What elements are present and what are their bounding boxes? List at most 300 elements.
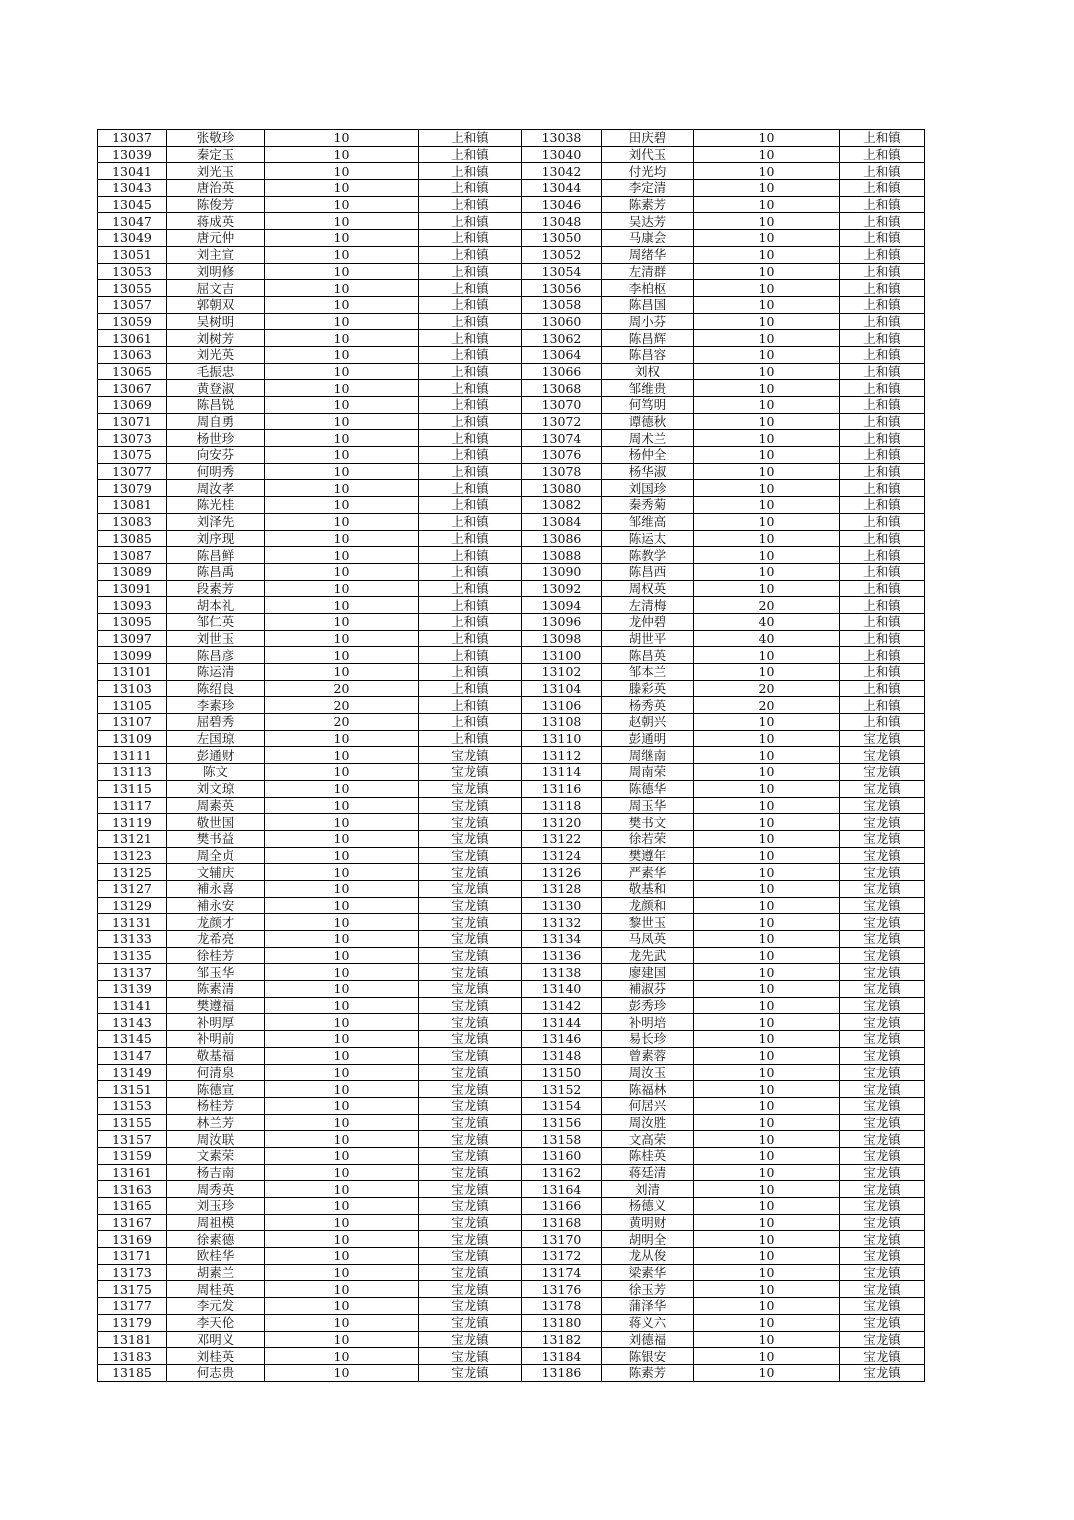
town-cell: 宝龙镇 [419, 914, 522, 931]
amount-cell: 10 [694, 780, 840, 797]
name-cell: 刘序现 [167, 530, 265, 547]
amount-cell: 10 [694, 1014, 840, 1031]
table-row [98, 413, 925, 430]
town-cell: 上和镇 [419, 213, 522, 230]
name-cell: 何明秀 [167, 463, 265, 480]
name-cell: 龙从俊 [602, 1248, 694, 1265]
name-cell: 陈昌禹 [167, 563, 265, 580]
town-cell: 宝龙镇 [840, 1114, 925, 1131]
town-cell: 上和镇 [840, 363, 925, 380]
town-cell: 宝龙镇 [419, 981, 522, 998]
amount-cell: 10 [694, 180, 840, 197]
amount-cell: 10 [694, 1064, 840, 1081]
name-cell: 杨秀英 [602, 697, 694, 714]
table-row [98, 246, 925, 263]
amount-cell: 10 [694, 313, 840, 330]
name-cell: 周秀英 [167, 1181, 265, 1198]
town-cell: 上和镇 [419, 280, 522, 297]
name-cell: 周自勇 [167, 413, 265, 430]
amount-cell: 10 [694, 547, 840, 564]
id-cell: 13105 [98, 697, 167, 714]
town-cell: 宝龙镇 [419, 814, 522, 831]
name-cell: 陈福林 [602, 1081, 694, 1098]
id-cell: 13093 [98, 597, 167, 614]
id-cell: 13121 [98, 830, 167, 847]
town-cell: 上和镇 [419, 413, 522, 430]
id-cell: 13135 [98, 947, 167, 964]
amount-cell: 10 [265, 830, 419, 847]
amount-cell: 10 [694, 814, 840, 831]
name-cell: 文素荣 [167, 1147, 265, 1164]
amount-cell: 10 [694, 513, 840, 530]
id-cell: 13169 [98, 1231, 167, 1248]
name-cell: 杨世珍 [167, 430, 265, 447]
data-table [97, 129, 925, 1382]
id-cell: 13048 [522, 213, 602, 230]
name-cell: 刘泽先 [167, 513, 265, 530]
amount-cell: 10 [265, 931, 419, 948]
name-cell: 陈昌辉 [602, 330, 694, 347]
name-cell: 黄明财 [602, 1214, 694, 1231]
table-row [98, 547, 925, 564]
amount-cell: 10 [694, 146, 840, 163]
id-cell: 13141 [98, 997, 167, 1014]
town-cell: 宝龙镇 [419, 864, 522, 881]
amount-cell: 20 [694, 597, 840, 614]
amount-cell: 10 [265, 1047, 419, 1064]
id-cell: 13099 [98, 647, 167, 664]
name-cell: 刘光英 [167, 346, 265, 363]
amount-cell: 10 [694, 830, 840, 847]
town-cell: 宝龙镇 [419, 1331, 522, 1348]
amount-cell: 10 [694, 1147, 840, 1164]
table-row [98, 664, 925, 681]
id-cell: 13171 [98, 1248, 167, 1265]
town-cell: 宝龙镇 [419, 1231, 522, 1248]
amount-cell: 10 [265, 864, 419, 881]
name-cell: 李天伦 [167, 1314, 265, 1331]
name-cell: 易长珍 [602, 1031, 694, 1048]
name-cell: 周继南 [602, 747, 694, 764]
town-cell: 上和镇 [419, 380, 522, 397]
amount-cell: 10 [694, 130, 840, 147]
town-cell: 上和镇 [840, 130, 925, 147]
id-cell: 13076 [522, 447, 602, 464]
name-cell: 林兰芳 [167, 1114, 265, 1131]
name-cell: 敬基和 [602, 880, 694, 897]
town-cell: 宝龙镇 [840, 1248, 925, 1265]
amount-cell: 10 [265, 780, 419, 797]
town-cell: 上和镇 [419, 313, 522, 330]
town-cell: 宝龙镇 [840, 1231, 925, 1248]
id-cell: 13070 [522, 397, 602, 414]
id-cell: 13062 [522, 330, 602, 347]
town-cell: 上和镇 [419, 180, 522, 197]
id-cell: 13119 [98, 814, 167, 831]
amount-cell: 10 [694, 897, 840, 914]
amount-cell: 10 [265, 480, 419, 497]
name-cell: 刘明修 [167, 263, 265, 280]
table-body [98, 130, 925, 1382]
amount-cell: 10 [265, 196, 419, 213]
name-cell: 文高荣 [602, 1131, 694, 1148]
name-cell: 蒋廷清 [602, 1164, 694, 1181]
amount-cell: 10 [694, 163, 840, 180]
id-cell: 13090 [522, 563, 602, 580]
amount-cell: 10 [694, 1181, 840, 1198]
name-cell: 陈绍良 [167, 680, 265, 697]
name-cell: 刘德福 [602, 1331, 694, 1348]
id-cell: 13183 [98, 1348, 167, 1365]
town-cell: 宝龙镇 [419, 1264, 522, 1281]
town-cell: 宝龙镇 [419, 1097, 522, 1114]
id-cell: 13134 [522, 931, 602, 948]
table-row [98, 880, 925, 897]
town-cell: 上和镇 [840, 380, 925, 397]
town-cell: 上和镇 [840, 547, 925, 564]
amount-cell: 10 [265, 797, 419, 814]
id-cell: 13085 [98, 530, 167, 547]
amount-cell: 10 [265, 1348, 419, 1365]
name-cell: 杨仲全 [602, 447, 694, 464]
amount-cell: 10 [265, 280, 419, 297]
amount-cell: 10 [265, 430, 419, 447]
id-cell: 13109 [98, 730, 167, 747]
id-cell: 13108 [522, 714, 602, 731]
town-cell: 上和镇 [840, 280, 925, 297]
id-cell: 13106 [522, 697, 602, 714]
amount-cell: 10 [694, 1231, 840, 1248]
id-cell: 13159 [98, 1147, 167, 1164]
id-cell: 13129 [98, 897, 167, 914]
id-cell: 13116 [522, 780, 602, 797]
amount-cell: 10 [265, 1114, 419, 1131]
id-cell: 13081 [98, 497, 167, 514]
id-cell: 13160 [522, 1147, 602, 1164]
amount-cell: 10 [694, 497, 840, 514]
id-cell: 13130 [522, 897, 602, 914]
town-cell: 宝龙镇 [840, 814, 925, 831]
amount-cell: 10 [265, 1064, 419, 1081]
table-row [98, 380, 925, 397]
town-cell: 上和镇 [419, 430, 522, 447]
amount-cell: 10 [694, 1031, 840, 1048]
name-cell: 蒲泽华 [602, 1298, 694, 1315]
amount-cell: 10 [265, 914, 419, 931]
town-cell: 宝龙镇 [840, 764, 925, 781]
amount-cell: 10 [694, 947, 840, 964]
town-cell: 上和镇 [840, 213, 925, 230]
table-row [98, 964, 925, 981]
id-cell: 13133 [98, 931, 167, 948]
id-cell: 13056 [522, 280, 602, 297]
name-cell: 刘国珍 [602, 480, 694, 497]
amount-cell: 10 [265, 363, 419, 380]
name-cell: 敬世国 [167, 814, 265, 831]
amount-cell: 10 [694, 1264, 840, 1281]
amount-cell: 10 [265, 230, 419, 247]
town-cell: 宝龙镇 [840, 1047, 925, 1064]
amount-cell: 10 [694, 1348, 840, 1365]
table-row [98, 1081, 925, 1098]
amount-cell: 10 [694, 563, 840, 580]
table-row [98, 1331, 925, 1348]
id-cell: 13138 [522, 964, 602, 981]
name-cell: 黄登淑 [167, 380, 265, 397]
amount-cell: 10 [694, 196, 840, 213]
town-cell: 上和镇 [840, 163, 925, 180]
table-row [98, 313, 925, 330]
town-cell: 上和镇 [840, 263, 925, 280]
town-cell: 上和镇 [419, 497, 522, 514]
id-cell: 13100 [522, 647, 602, 664]
town-cell: 上和镇 [419, 246, 522, 263]
town-cell: 宝龙镇 [840, 981, 925, 998]
amount-cell: 10 [265, 1248, 419, 1265]
amount-cell: 10 [265, 1198, 419, 1215]
table-row [98, 146, 925, 163]
id-cell: 13050 [522, 230, 602, 247]
name-cell: 赵朝兴 [602, 714, 694, 731]
name-cell: 邹本兰 [602, 664, 694, 681]
amount-cell: 10 [694, 880, 840, 897]
id-cell: 13123 [98, 847, 167, 864]
amount-cell: 10 [265, 397, 419, 414]
town-cell: 宝龙镇 [840, 1164, 925, 1181]
table-row [98, 280, 925, 297]
town-cell: 宝龙镇 [840, 1181, 925, 1198]
name-cell: 段素芳 [167, 580, 265, 597]
amount-cell: 10 [265, 1314, 419, 1331]
table-row [98, 330, 925, 347]
id-cell: 13149 [98, 1064, 167, 1081]
name-cell: 滕彩英 [602, 680, 694, 697]
name-cell: 陈桂英 [602, 1147, 694, 1164]
town-cell: 上和镇 [419, 463, 522, 480]
town-cell: 宝龙镇 [840, 1131, 925, 1148]
town-cell: 上和镇 [840, 580, 925, 597]
amount-cell: 10 [265, 1298, 419, 1315]
amount-cell: 10 [694, 1164, 840, 1181]
town-cell: 上和镇 [419, 230, 522, 247]
town-cell: 上和镇 [419, 647, 522, 664]
town-cell: 宝龙镇 [419, 1364, 522, 1381]
id-cell: 13079 [98, 480, 167, 497]
table-row [98, 814, 925, 831]
name-cell: 蒋义六 [602, 1314, 694, 1331]
table-row [98, 130, 925, 147]
id-cell: 13088 [522, 547, 602, 564]
amount-cell: 10 [694, 1198, 840, 1215]
id-cell: 13043 [98, 180, 167, 197]
town-cell: 宝龙镇 [840, 1031, 925, 1048]
name-cell: 张敬珍 [167, 130, 265, 147]
amount-cell: 10 [265, 764, 419, 781]
town-cell: 上和镇 [840, 563, 925, 580]
town-cell: 宝龙镇 [419, 1114, 522, 1131]
town-cell: 宝龙镇 [419, 847, 522, 864]
town-cell: 宝龙镇 [419, 1014, 522, 1031]
id-cell: 13161 [98, 1164, 167, 1181]
amount-cell: 10 [265, 597, 419, 614]
table-row [98, 780, 925, 797]
town-cell: 宝龙镇 [419, 1248, 522, 1265]
town-cell: 宝龙镇 [840, 1331, 925, 1348]
amount-cell: 10 [265, 1181, 419, 1198]
id-cell: 13182 [522, 1331, 602, 1348]
id-cell: 13179 [98, 1314, 167, 1331]
town-cell: 宝龙镇 [840, 730, 925, 747]
table-row [98, 480, 925, 497]
town-cell: 上和镇 [419, 163, 522, 180]
town-cell: 上和镇 [419, 664, 522, 681]
id-cell: 13066 [522, 363, 602, 380]
name-cell: 刘主宣 [167, 246, 265, 263]
name-cell: 欧桂华 [167, 1248, 265, 1265]
amount-cell: 10 [694, 263, 840, 280]
id-cell: 13058 [522, 296, 602, 313]
town-cell: 上和镇 [419, 580, 522, 597]
table-row [98, 1214, 925, 1231]
amount-cell: 10 [265, 981, 419, 998]
town-cell: 上和镇 [419, 480, 522, 497]
name-cell: 敬基福 [167, 1047, 265, 1064]
name-cell: 秦定玉 [167, 146, 265, 163]
amount-cell: 10 [694, 230, 840, 247]
town-cell: 上和镇 [419, 630, 522, 647]
table-row [98, 1164, 925, 1181]
id-cell: 13046 [522, 196, 602, 213]
town-cell: 宝龙镇 [419, 1348, 522, 1365]
amount-cell: 20 [265, 680, 419, 697]
amount-cell: 20 [265, 697, 419, 714]
id-cell: 13113 [98, 764, 167, 781]
town-cell: 上和镇 [419, 346, 522, 363]
town-cell: 宝龙镇 [840, 931, 925, 948]
town-cell: 上和镇 [840, 664, 925, 681]
id-cell: 13064 [522, 346, 602, 363]
town-cell: 上和镇 [419, 714, 522, 731]
amount-cell: 10 [694, 1314, 840, 1331]
id-cell: 13074 [522, 430, 602, 447]
table-row [98, 1231, 925, 1248]
amount-cell: 10 [265, 1231, 419, 1248]
amount-cell: 10 [694, 430, 840, 447]
amount-cell: 10 [265, 180, 419, 197]
id-cell: 13172 [522, 1248, 602, 1265]
id-cell: 13114 [522, 764, 602, 781]
name-cell: 梁素华 [602, 1264, 694, 1281]
amount-cell: 10 [694, 246, 840, 263]
amount-cell: 10 [265, 997, 419, 1014]
name-cell: 谭德秋 [602, 413, 694, 430]
table-row [98, 563, 925, 580]
id-cell: 13097 [98, 630, 167, 647]
town-cell: 上和镇 [840, 697, 925, 714]
town-cell: 宝龙镇 [840, 1064, 925, 1081]
town-cell: 宝龙镇 [840, 1348, 925, 1365]
id-cell: 13098 [522, 630, 602, 647]
name-cell: 彭通明 [602, 730, 694, 747]
amount-cell: 10 [265, 296, 419, 313]
name-cell: 邹玉华 [167, 964, 265, 981]
amount-cell: 10 [694, 747, 840, 764]
id-cell: 13078 [522, 463, 602, 480]
name-cell: 周汝孝 [167, 480, 265, 497]
id-cell: 13131 [98, 914, 167, 931]
table-row [98, 1248, 925, 1265]
table-row [98, 914, 925, 931]
amount-cell: 10 [265, 346, 419, 363]
town-cell: 宝龙镇 [419, 1214, 522, 1231]
table-row [98, 613, 925, 630]
amount-cell: 10 [265, 1031, 419, 1048]
town-cell: 宝龙镇 [419, 964, 522, 981]
id-cell: 13152 [522, 1081, 602, 1098]
amount-cell: 10 [694, 914, 840, 931]
id-cell: 13082 [522, 497, 602, 514]
id-cell: 13068 [522, 380, 602, 397]
table-row [98, 497, 925, 514]
id-cell: 13055 [98, 280, 167, 297]
table-row [98, 1031, 925, 1048]
id-cell: 13084 [522, 513, 602, 530]
id-cell: 13150 [522, 1064, 602, 1081]
name-cell: 彭通财 [167, 747, 265, 764]
table-row [98, 697, 925, 714]
name-cell: 唐元仲 [167, 230, 265, 247]
town-cell: 上和镇 [419, 330, 522, 347]
table-row [98, 580, 925, 597]
amount-cell: 10 [694, 580, 840, 597]
name-cell: 周术兰 [602, 430, 694, 447]
name-cell: 龙颜和 [602, 897, 694, 914]
id-cell: 13057 [98, 296, 167, 313]
table-row [98, 947, 925, 964]
town-cell: 宝龙镇 [840, 1081, 925, 1098]
name-cell: 周小芬 [602, 313, 694, 330]
name-cell: 陈德宣 [167, 1081, 265, 1098]
amount-cell: 10 [265, 613, 419, 630]
name-cell: 周权英 [602, 580, 694, 597]
town-cell: 宝龙镇 [840, 780, 925, 797]
town-cell: 上和镇 [840, 196, 925, 213]
id-cell: 13181 [98, 1331, 167, 1348]
table-row [98, 730, 925, 747]
id-cell: 13168 [522, 1214, 602, 1231]
name-cell: 杨桂芳 [167, 1097, 265, 1114]
amount-cell: 10 [265, 563, 419, 580]
amount-cell: 10 [265, 513, 419, 530]
name-cell: 胡明全 [602, 1231, 694, 1248]
name-cell: 周汝联 [167, 1131, 265, 1148]
name-cell: 補永安 [167, 897, 265, 914]
amount-cell: 10 [694, 463, 840, 480]
amount-cell: 20 [694, 680, 840, 697]
name-cell: 吴达芳 [602, 213, 694, 230]
id-cell: 13157 [98, 1131, 167, 1148]
id-cell: 13092 [522, 580, 602, 597]
amount-cell: 10 [265, 530, 419, 547]
town-cell: 上和镇 [419, 196, 522, 213]
id-cell: 13038 [522, 130, 602, 147]
name-cell: 刘树芳 [167, 330, 265, 347]
name-cell: 胡本礼 [167, 597, 265, 614]
amount-cell: 10 [265, 664, 419, 681]
id-cell: 13175 [98, 1281, 167, 1298]
name-cell: 曾素蓉 [602, 1047, 694, 1064]
town-cell: 宝龙镇 [419, 1064, 522, 1081]
